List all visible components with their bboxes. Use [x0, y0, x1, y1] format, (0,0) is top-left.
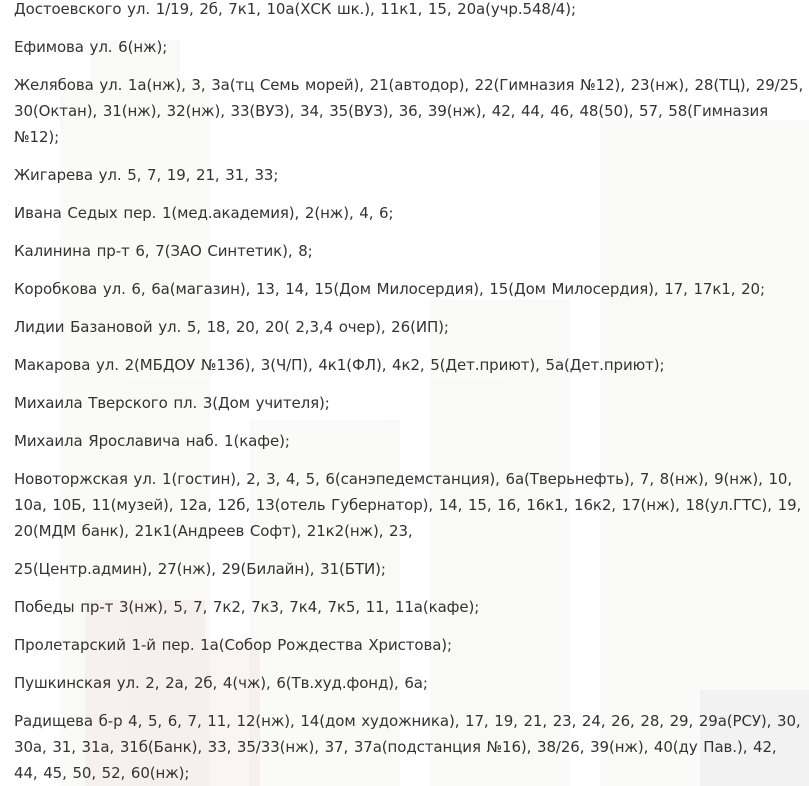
street-entry-ivana-sedykh: Ивана Седых пер. 1(мед.академия), 2(нж), 4, 6;	[14, 204, 394, 222]
street-entry-makarova: Макарова ул. 2(МБДОУ №136), 3(Ч/П), 4к1(ФЛ), 4к2, 5(Дет.приют), 5а(Дет.приют);	[14, 356, 665, 374]
street-entry-proletarsky: Пролетарский 1-й пер. 1а(Собор Рождества Христова);	[14, 636, 453, 654]
street-entry-mikhaila-tverskogo: Михаила Тверского пл. 3(Дом учителя);	[14, 394, 330, 412]
street-entry-radishcheva: Радищева б-р 4, 5, 6, 7, 11, 12(нж), 14(дом художника), 17, 19, 21, 23, 24, 26, 28, 29, 29а(РСУ), 30, 30а, 31, 31а, 31б(Банк), 33, 35/33(нж), 37, 37а(подстанция №16), 38/26, 39(нж), 40(ду Пав.), 42, 44, 45, 50, 52, 60(нж);	[14, 712, 801, 782]
street-entry-mikhaila-yaroslavicha: Михаила Ярославича наб. 1(кафе);	[14, 432, 290, 450]
street-entry-dostoevskogo: Достоевского ул. 1/19, 2б, 7к1, 10а(ХСК шк.), 11к1, 15, 20а(учр.548/4);	[14, 0, 576, 18]
street-entry-pobedy: Победы пр-т 3(нж), 5, 7, 7к2, 7к3, 7к4, 7к5, 11, 11а(кафе);	[14, 598, 480, 616]
street-entry-zhigareva: Жигарева ул. 5, 7, 19, 21, 31, 33;	[14, 166, 279, 184]
street-entry-lidii-bazanovoy: Лидии Базановой ул. 5, 18, 20, 20( 2,3,4 очер), 26(ИП);	[14, 318, 449, 336]
street-entry-zhelyabova: Желябова ул. 1а(нж), 3, 3а(тц Семь морей), 21(автодор), 22(Гимназия №12), 23(нж), 28(ТЦ), 29/25, 30(Октан), 31(нж), 32(нж), 33(ВУЗ), 34, 35(ВУЗ), 36, 39(нж), 42, 44, 46, 48(50), 57, 58(Гимназия №12);	[14, 76, 804, 146]
street-entry-novotorzhskaya-cont: 25(Центр.админ), 27(нж), 29(Билайн), 31(БТИ);	[14, 560, 386, 578]
street-entry-kalinina: Калинина пр-т 6, 7(ЗАО Синтетик), 8;	[14, 242, 313, 260]
street-entry-pushkinskaya: Пушкинская ул. 2, 2а, 2б, 4(чж), 6(Тв.худ.фонд), 6а;	[14, 674, 428, 692]
street-entry-efimova: Ефимова ул. 6(нж);	[14, 38, 168, 56]
street-list	[14, 0, 804, 786]
street-entry-novotorzhskaya: Новоторжская ул. 1(гостин), 2, 3, 4, 5, 6(санэпедемстанция), 6а(Тверьнефть), 7, 8(нж), 9(нж), 10, 10а, 10Б, 11(музей), 12а, 12б, 13(отель Губернатор), 14, 15, 16, 16к1, 16к2, 17(нж), 18(ул.ГТС), 19, 20(МДМ банк), 21к1(Андреев Софт), 21к2(нж), 23,	[14, 470, 802, 540]
street-entry-korobkova: Коробкова ул. 6, 6а(магазин), 13, 14, 15(Дом Милосердия), 15(Дом Милосердия), 17, 17к1, 20;	[14, 280, 765, 298]
